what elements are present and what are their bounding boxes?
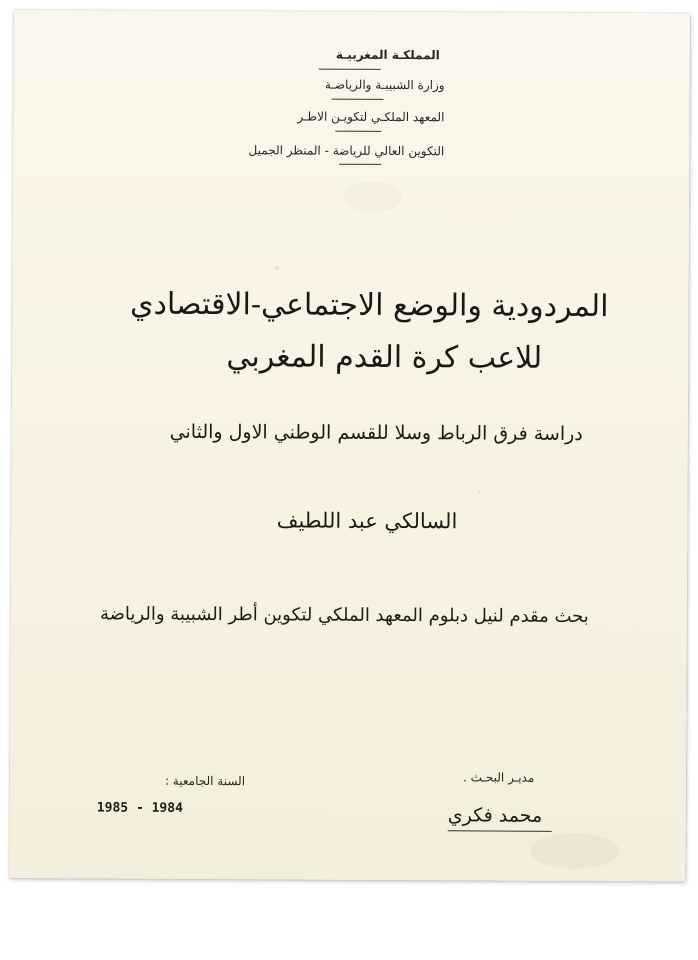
document-page	[9, 10, 690, 882]
academic-year-value: 1985 - 1984	[96, 800, 183, 816]
supervisor-label: مديـر البحـث .	[462, 770, 535, 785]
diploma-statement: بحث مقدم لنيل دبلوم المعهد الملكي لتكوين أطر الشبيبة والرياضة	[99, 603, 589, 628]
header-underline	[319, 69, 381, 70]
header-training: التكوين العالي للرياضة - المنظر الجميل	[248, 143, 445, 159]
header-institute: المعهد الملكـي لتكويـن الاطـر	[297, 109, 445, 125]
supervisor-underline	[448, 830, 552, 832]
author-name: السالكي عبد اللطيف	[276, 508, 458, 534]
academic-year-label: السنة الجامعية :	[164, 773, 246, 789]
header-underline	[339, 164, 381, 165]
paper-stain	[275, 266, 279, 270]
thesis-title-line-1: المردودية والوضع الاجتماعي-الاقتصادي	[129, 286, 609, 325]
thesis-subtitle: دراسة فرق الرباط وسلا للقسم الوطني الاول والثاني	[169, 420, 583, 445]
paper-stain	[477, 490, 480, 493]
header-underline	[332, 99, 384, 100]
paper-stain	[343, 182, 403, 212]
paper-stain	[530, 833, 620, 869]
header-kingdom: المملكـة المغربيـة	[335, 47, 440, 63]
thesis-title-line-2: للاعب كرة القدم المغربي	[226, 339, 543, 376]
header-ministry: وزارة الشبيبـة والرياضـة	[324, 77, 445, 93]
header-underline	[335, 131, 381, 132]
supervisor-name: محمد فكري	[447, 804, 543, 827]
